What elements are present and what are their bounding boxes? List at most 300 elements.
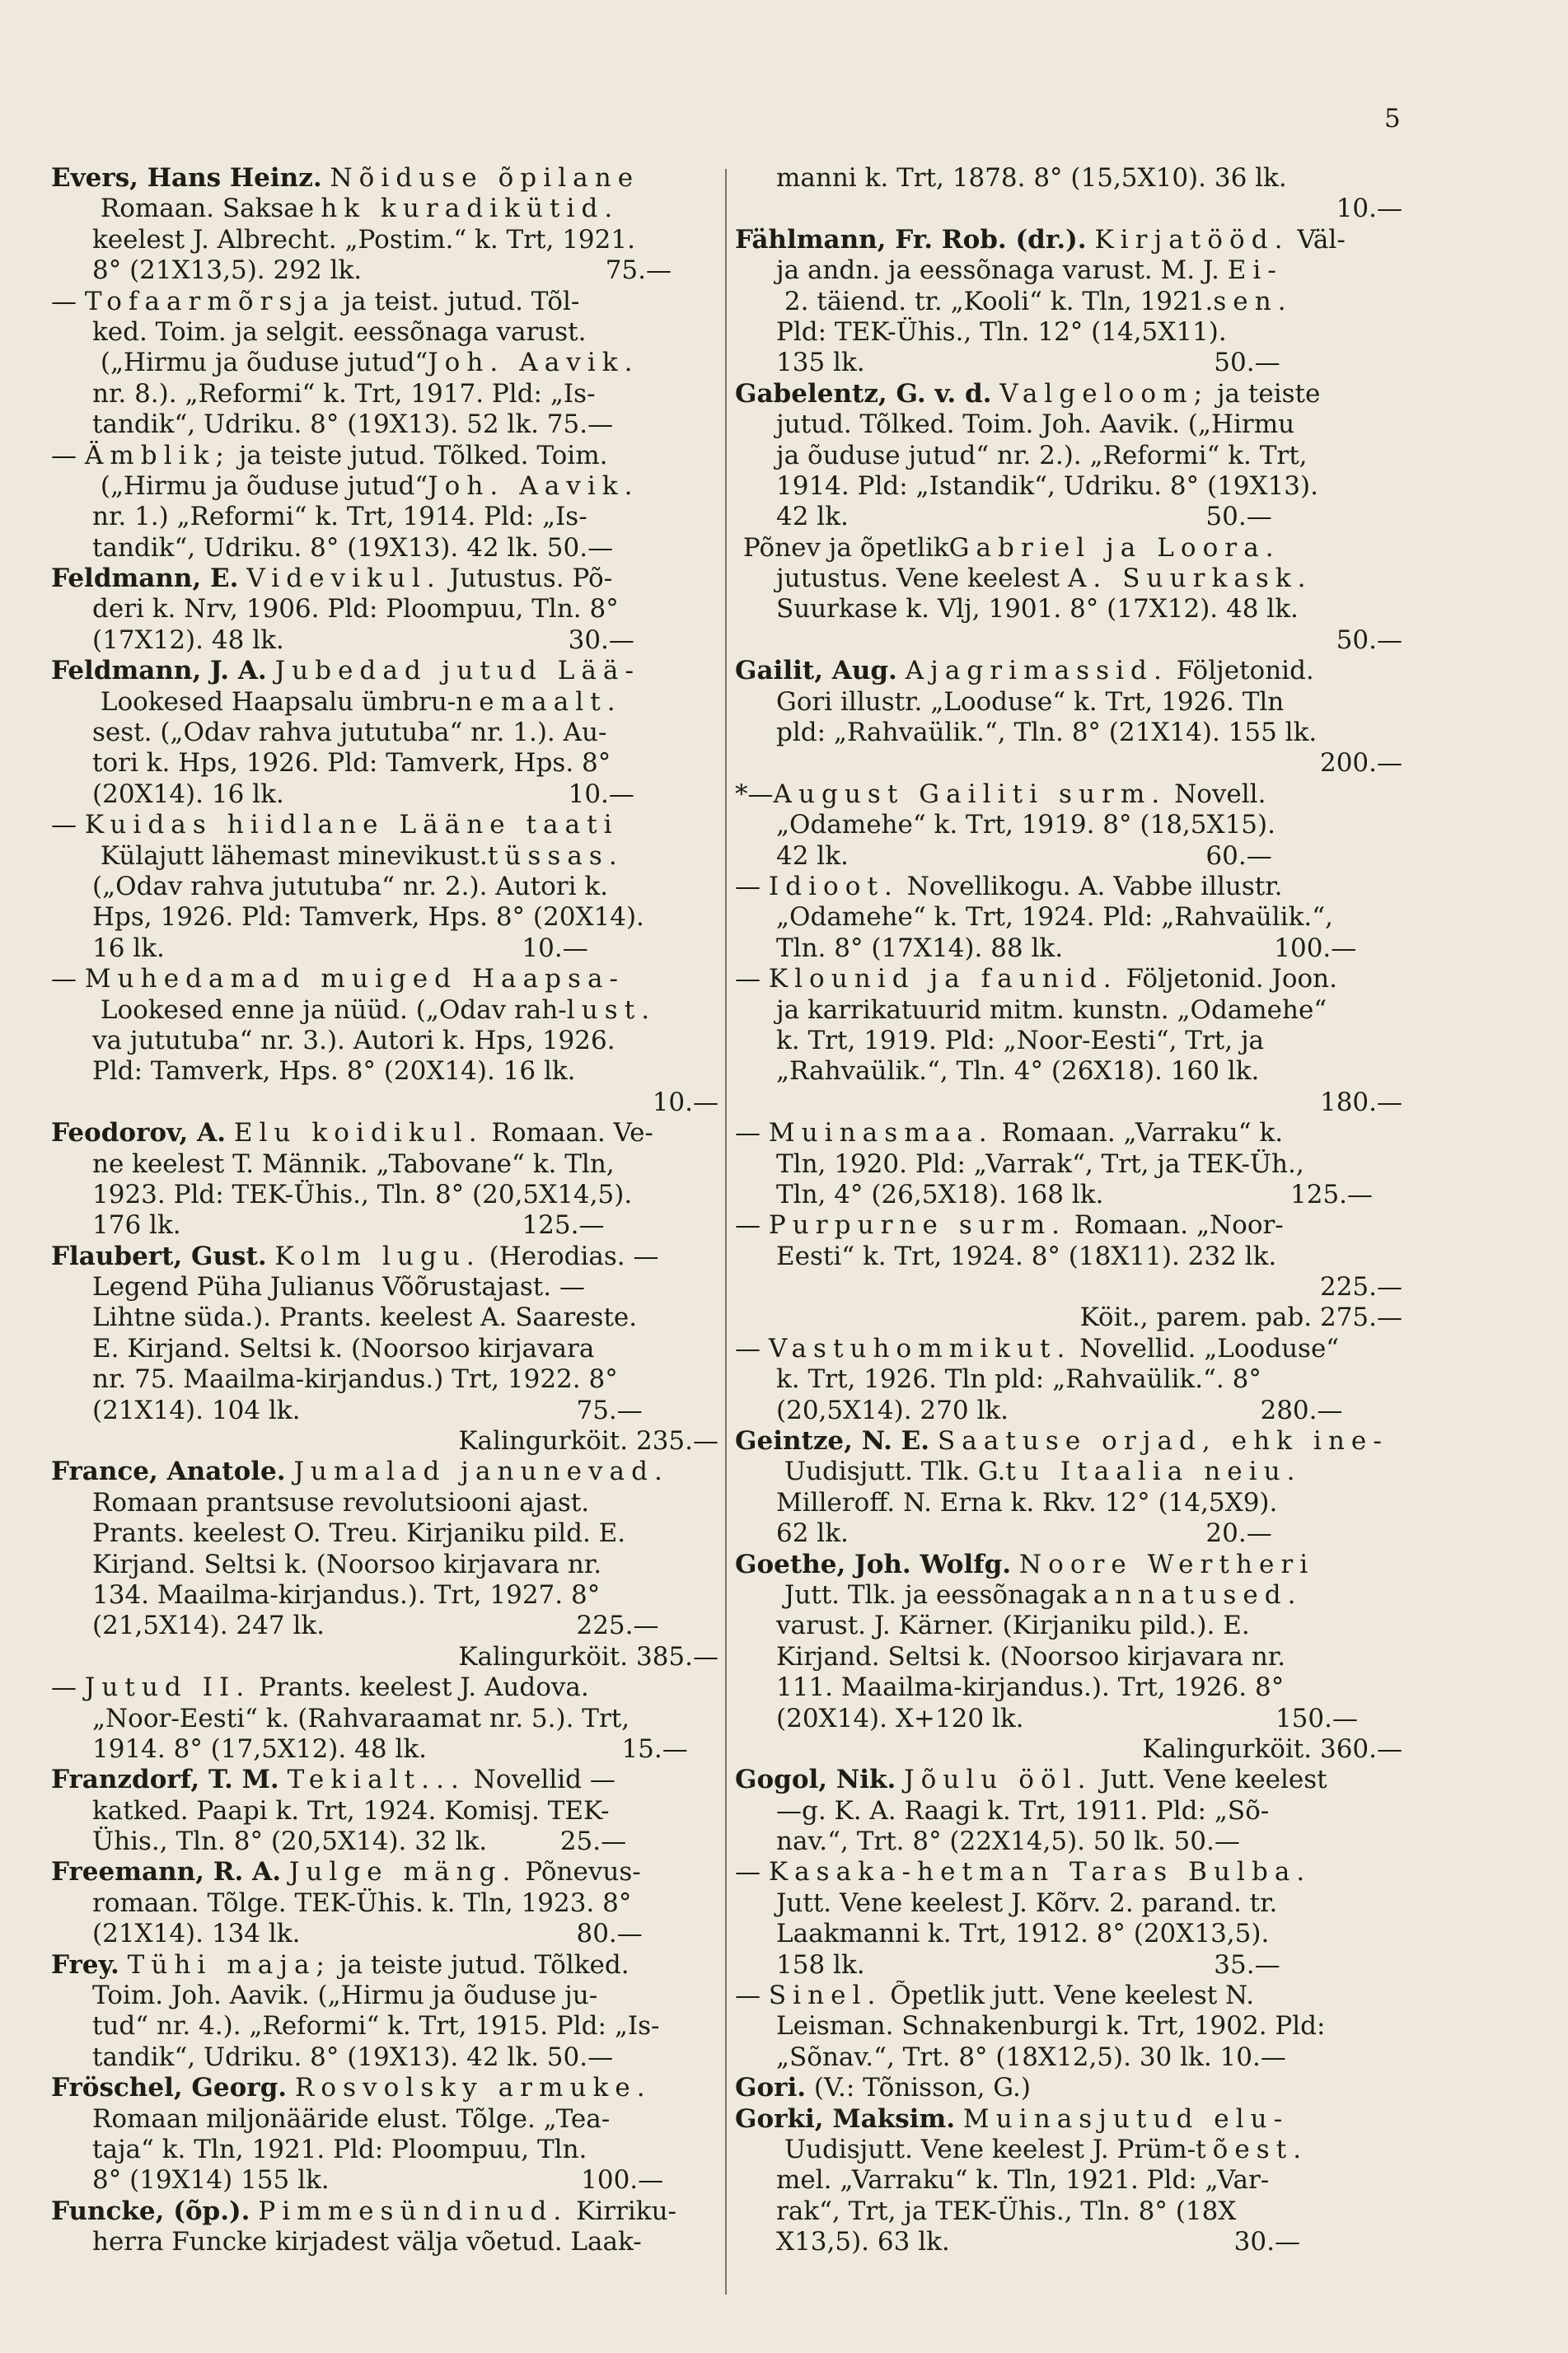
- text-line: [51, 533, 718, 564]
- text-line: [51, 1550, 718, 1580]
- entry-text: (17X12). 48 lk. 30.—: [92, 625, 634, 655]
- entry-text: [897, 656, 906, 685]
- entry-title: Ei-: [1227, 255, 1283, 286]
- entry-author: Gabelentz, G. v. d.: [735, 378, 992, 409]
- text-line: [51, 379, 718, 409]
- entry-text: tandik“, Udriku. 8° (19X13). 42 lk. 50.—: [92, 532, 614, 563]
- entry-text: [279, 1765, 288, 1794]
- text-line: [51, 933, 718, 964]
- text-line: [735, 872, 1402, 902]
- entry-text: pld: „Rahvaülik.“, Tln. 8° (21X14). 155 lk.: [776, 718, 1318, 748]
- entry-text: —: [51, 1672, 85, 1703]
- entry-text: 134. Maailma-kirjandus.). Trt, 1927. 8°: [92, 1579, 601, 1610]
- text-line: [51, 441, 718, 471]
- entry-text: —: [51, 810, 85, 840]
- entry-text: [267, 1242, 275, 1271]
- entry-text: Gori illustr. „Looduse“ k. Trt, 1926. Tln: [776, 686, 1285, 717]
- entry-text: nr. 1.) „Reformi“ k. Trt, 1914. Pld: „Is-: [92, 502, 587, 532]
- text-line: [735, 409, 1402, 440]
- text-line: [51, 594, 718, 625]
- entry-text: [929, 1426, 938, 1456]
- entry-title: Saatuse orjad, ehk ine-: [937, 1426, 1388, 1457]
- entry-text: 10.—: [652, 1087, 718, 1117]
- entry-text: —: [735, 964, 769, 994]
- text-line: [51, 1796, 718, 1827]
- text-line: [735, 1857, 1402, 1888]
- text-line: [51, 1857, 718, 1888]
- entry-text: 200.—: [1319, 748, 1402, 779]
- entry-text: Romaan. Ve-: [483, 1118, 653, 1148]
- entry-author: Feldmann, J. A.: [51, 656, 267, 686]
- text-line: [51, 163, 718, 194]
- entry-text: keelest J. Albrecht. „Postim.“ k. Trt, 1921.: [92, 224, 635, 255]
- text-line: [51, 1765, 718, 1795]
- entry-text: 10.—: [1336, 194, 1402, 224]
- entry-text: (Herodias. —: [480, 1241, 659, 1271]
- text-line: [51, 2011, 718, 2042]
- text-line: [735, 2104, 1402, 2135]
- page-number: 5: [1384, 104, 1401, 133]
- entry-text: Följetonid.: [1168, 656, 1314, 686]
- text-line: [735, 471, 1402, 502]
- entry-text: Romaan. „Noor-: [1066, 1210, 1284, 1241]
- entry-text: 50.—: [1336, 625, 1402, 655]
- text-line: [51, 1026, 718, 1056]
- text-line: [51, 409, 718, 440]
- text-line: [735, 718, 1402, 748]
- entry-title: Kirjatööd.: [1094, 224, 1290, 255]
- entry-text: rak“, Trt, ja TEK-Ühis., Tln. 8° (18X: [776, 2196, 1237, 2226]
- entry-text: ne keelest T. Männik. „Tabovane“ k. Tln,: [92, 1148, 615, 1179]
- entry-text: Põnev ja õpetlik: [735, 532, 949, 563]
- text-line: [735, 810, 1402, 840]
- text-line: [51, 317, 718, 348]
- entry-author: Feldmann, E.: [51, 564, 239, 594]
- text-line: [51, 1672, 718, 1703]
- text-line: [735, 779, 1402, 810]
- entry-text: 1914. 8° (17,5X12). 48 lk. 15.—: [92, 1733, 688, 1764]
- text-line: [51, 1242, 718, 1272]
- entry-title: Jutud II.: [84, 1672, 251, 1703]
- entry-title: Kuidas hiidlane Lääne taati: [84, 810, 619, 840]
- text-line: [51, 810, 718, 840]
- entry-text: —g. K. A. Raagi k. Trt, 1911. Pld: „Sõ-: [776, 1795, 1270, 1826]
- text-line: [51, 1919, 718, 1949]
- entry-text: 158 lk. 35.—: [776, 1949, 1280, 1980]
- entry-text: 176 lk. 125.—: [92, 1210, 605, 1241]
- entry-text: Jutustus. Põ-: [441, 564, 613, 594]
- entry-text: ja karrikatuurid mitm. kunstn. „Odamehe“: [776, 994, 1327, 1025]
- entry-text: Hps, 1926. Pld: Tamverk, Hps. 8° (20X14).: [92, 902, 644, 933]
- text-line: [735, 1457, 1402, 1487]
- text-line: [51, 2165, 718, 2196]
- text-line: [51, 656, 718, 686]
- entry-text: —: [735, 1118, 769, 1148]
- entry-title: A. Suurkask.: [1067, 564, 1313, 594]
- entry-text: Lookesed enne ja nüüd. („Odav rah-: [92, 994, 567, 1025]
- entry-title: Videvikul.: [246, 564, 442, 594]
- text-line: [735, 2165, 1402, 2196]
- entry-text: Jutt. Vene keelest: [1092, 1765, 1327, 1795]
- text-line: [51, 225, 718, 255]
- text-line: [51, 718, 718, 748]
- text-line: [51, 1056, 718, 1087]
- entry-text: taja“ k. Tln, 1921. Pld: Ploompuu, Tln.: [92, 2135, 587, 2164]
- text-line: [51, 1950, 718, 1981]
- entry-text: nr. 75. Maailma-kirjandus.) Trt, 1922. 8°: [92, 1364, 618, 1395]
- entry-text: —: [735, 1333, 769, 1364]
- entry-text: tori k. Hps, 1926. Pld: Tamverk, Hps. 8°: [92, 748, 611, 779]
- entry-text: Tln. 8° (17X14). 88 lk. 100.—: [776, 933, 1357, 963]
- text-line: [735, 748, 1402, 779]
- entry-title: Elu koidikul.: [233, 1118, 484, 1148]
- entry-text: Följetonid. Joon.: [1117, 964, 1338, 994]
- entry-text: ja teiste: [1209, 378, 1321, 409]
- text-line: [735, 255, 1402, 286]
- entry-author: Franzdorf, T. M.: [51, 1765, 279, 1795]
- entry-text: Romaan. Saksa: [92, 194, 299, 224]
- text-line: [735, 348, 1402, 378]
- entry-title: tüssas.: [487, 840, 624, 871]
- entry-text: „Odamehe“ k. Trt, 1924. Pld: „Rahvaülik.“,: [776, 902, 1333, 933]
- entry-text: „Rahvaülik.“, Tln. 4° (26X18). 160 lk.: [776, 1056, 1260, 1087]
- entry-text: nav.“, Trt. 8° (22X14,5). 50 lk. 50.—: [776, 1827, 1240, 1857]
- entry-text: Uudisjutt. Tlk. G.: [776, 1457, 1006, 1487]
- entry-text: 225.—: [1319, 1272, 1402, 1303]
- entry-text: Prants. keelest J. Audova.: [250, 1672, 589, 1703]
- entry-title: Joh. Aavik.: [428, 470, 639, 501]
- text-line: [735, 2042, 1402, 2073]
- entry-author: Gori.: [735, 2073, 807, 2103]
- entry-text: katked. Paapi k. Trt, 1924. Komisj. TEK-: [92, 1795, 610, 1826]
- entry-text: Kirjand. Seltsi k. (Noorsoo kirjavara nr.: [776, 1641, 1286, 1672]
- text-line: [735, 625, 1402, 656]
- text-line: [51, 2196, 718, 2227]
- text-line: [735, 1642, 1402, 1672]
- entry-text: (20,5X14). 270 lk. 280.—: [776, 1395, 1343, 1425]
- entry-text: [955, 2104, 963, 2134]
- text-line: [735, 564, 1402, 594]
- entry-text: Jutt. Vene keelest J. Kõrv. 2. parand. tr.: [776, 1888, 1278, 1918]
- entry-text: va jututuba“ nr. 3.). Autori k. Hps, 1926.: [92, 1025, 615, 1055]
- entry-text: Kirjand. Seltsi k. (Noorsoo kirjavara nr.: [92, 1549, 602, 1579]
- entry-text: („Odav rahva jututuba“ nr. 2.). Autori k.: [92, 871, 608, 901]
- text-line: [51, 287, 718, 317]
- text-line: [735, 379, 1402, 409]
- entry-title: Ämblik;: [84, 440, 231, 470]
- entry-text: (21X14). 104 lk. 75.—: [92, 1395, 643, 1425]
- text-line: [735, 1672, 1402, 1703]
- text-line: [735, 2196, 1402, 2227]
- entry-text: k. Trt, 1926. Tln pld: „Rahvaülik.“. 8°: [776, 1364, 1261, 1395]
- text-line: [51, 1518, 718, 1549]
- text-line: [735, 1149, 1402, 1180]
- entry-title: Valgeloom;: [999, 378, 1210, 409]
- text-line: [51, 1488, 718, 1518]
- entry-text: romaan. Tõlge. TEK-Ühis. k. Tln, 1923. 8°: [92, 1888, 632, 1918]
- entry-title: Gabriel ja Loora.: [948, 532, 1280, 563]
- entry-text: („Hirmu ja õuduse jutud“: [92, 470, 428, 501]
- entry-text: Kalingurköit. 235.—: [458, 1426, 718, 1457]
- entry-text: 16 lk. 10.—: [92, 933, 588, 963]
- text-line: [51, 255, 718, 286]
- text-line: [51, 1149, 718, 1180]
- text-line: [51, 2135, 718, 2165]
- entry-title: Sinel.: [768, 1981, 882, 2011]
- text-line: [735, 1210, 1402, 1241]
- entry-text: [1011, 1550, 1019, 1579]
- entry-text: 8° (21X13,5). 292 lk. 75.—: [92, 255, 672, 286]
- entry-title: ehk kuradikütid.: [298, 194, 620, 224]
- entry-title: Kolm lugu.: [274, 1241, 481, 1271]
- text-line: [735, 1242, 1402, 1272]
- text-line: [51, 1734, 718, 1765]
- entry-text: [287, 2073, 295, 2103]
- entry-text: mel. „Varraku“ k. Tln, 1921. Pld: „Var-: [776, 2165, 1270, 2196]
- column-divider: [725, 169, 727, 2295]
- entry-text: Prants. keelest O. Treu. Kirjaniku pild. E.: [92, 1518, 626, 1549]
- text-line: [51, 194, 718, 224]
- text-line: [735, 194, 1402, 224]
- text-line: [735, 1765, 1402, 1795]
- entry-text: [238, 564, 246, 593]
- entry-text: —: [735, 871, 769, 901]
- text-line: [51, 1180, 718, 1210]
- entry-text: 62 lk. 20.—: [776, 1518, 1272, 1549]
- entry-text: (21,5X14). 247 lk. 225.—: [92, 1611, 659, 1641]
- text-line: [735, 902, 1402, 933]
- entry-text: tud“ nr. 4.). „Reformi“ k. Trt, 1915. Pld: „Is-: [92, 2011, 660, 2042]
- text-line: [51, 1704, 718, 1734]
- entry-text: Kalingurköit. 385.—: [458, 1641, 718, 1672]
- text-line: [51, 1642, 718, 1672]
- text-line: [735, 1180, 1402, 1210]
- entry-text: 42 lk. 60.—: [776, 840, 1272, 871]
- text-line: [51, 1611, 718, 1641]
- entry-author: France, Anatole.: [51, 1457, 286, 1487]
- text-line: [735, 2011, 1402, 2042]
- entry-text: Romaan. „Varraku“ k.: [993, 1118, 1284, 1148]
- text-line: [735, 1334, 1402, 1364]
- text-line: [51, 841, 718, 872]
- entry-text: Novell.: [1166, 779, 1266, 809]
- entry-text: Romaan miljonääride elust. Tõlge. „Tea-: [92, 2103, 611, 2134]
- entry-text: nr. 8.). „Reformi“ k. Trt, 1917. Pld: „Is-: [92, 378, 596, 409]
- entry-author: Goethe, Joh. Wolfg.: [735, 1549, 1012, 1579]
- entry-text: [322, 163, 330, 193]
- entry-text: —: [735, 1857, 769, 1888]
- entry-text: Pld: TEK-Ühis., Tln. 12° (14,5X11).: [776, 316, 1227, 347]
- entry-text: [281, 1857, 289, 1887]
- entry-text: ja teist. jutud. Tõl-: [335, 286, 580, 316]
- entry-text: Uudisjutt. Vene keelest J. Prüm-: [776, 2135, 1196, 2164]
- entry-text: Tln, 1920. Pld: „Varrak“, Trt, ja TEK-Üh.,: [776, 1148, 1304, 1179]
- entry-text: manni k. Trt, 1878. 8° (15,5X10). 36 lk.: [776, 163, 1287, 193]
- entry-text: [1087, 225, 1095, 255]
- text-line: [735, 933, 1402, 964]
- text-line: [735, 1950, 1402, 1981]
- text-line: [735, 1396, 1402, 1426]
- entry-title: Idioot.: [768, 871, 899, 901]
- entry-title: Rosvolsky armuke.: [294, 2073, 652, 2103]
- entry-text: „Sõnav.“, Trt. 8° (18X12,5). 30 lk. 10.—: [776, 2042, 1286, 2072]
- entry-text: 2. täiend. tr. „Kooli“ k. Tln, 1921.: [776, 286, 1214, 316]
- text-line: [735, 1981, 1402, 2011]
- text-line: [735, 1550, 1402, 1580]
- text-line: [51, 2227, 718, 2257]
- entry-title: Jõulu ööl.: [904, 1765, 1093, 1795]
- text-line: [51, 1580, 718, 1611]
- text-line: [51, 1272, 718, 1303]
- entry-title: Jumalad janunevad.: [293, 1457, 669, 1487]
- entry-text: Novellikogu. A. Vabbe illustr.: [898, 871, 1283, 901]
- entry-text: ja teiste jutud. Tõlked.: [331, 1949, 630, 1980]
- entry-author: Frey.: [51, 1949, 119, 1980]
- entry-text: Põnevus-: [517, 1857, 641, 1888]
- entry-title: Muinasjutud elu-: [962, 2103, 1290, 2134]
- text-line: [735, 1518, 1402, 1549]
- entry-text: Leisman. Schnakenburgi k. Trt, 1902. Pld:: [776, 2011, 1326, 2042]
- entry-text: Kirriku-: [568, 2196, 677, 2226]
- text-line: [51, 2104, 718, 2135]
- entry-text: [896, 1765, 904, 1794]
- text-line: [735, 441, 1402, 471]
- text-line: [51, 1981, 718, 2011]
- entry-text: Lihtne süda.). Prants. keelest A. Saareste.: [92, 1303, 638, 1333]
- entry-text: 111. Maailma-kirjandus.). Trt, 1926. 8°: [776, 1672, 1285, 1703]
- text-line: [735, 995, 1402, 1026]
- text-line: [51, 1118, 718, 1148]
- entry-title: Purpurne surm.: [768, 1210, 1067, 1241]
- text-line: [51, 964, 718, 994]
- entry-text: (V.: Tõnisson, G.): [806, 2073, 1031, 2103]
- entry-text: ja õuduse jutud“ nr. 2.). „Reformi“ k. Trt,: [776, 440, 1308, 470]
- entry-text: [226, 1118, 234, 1148]
- text-line: [51, 564, 718, 594]
- entry-title: lust.: [566, 994, 657, 1025]
- entry-text: Külajutt lähemast minevikust.: [92, 840, 488, 871]
- text-line: [735, 1611, 1402, 1641]
- entry-text: deri k. Nrv, 1906. Pld: Ploompuu, Tln. 8°: [92, 594, 619, 625]
- text-line: [51, 471, 718, 502]
- text-line: [735, 1919, 1402, 1949]
- entry-title: Noore Wertheri: [1018, 1549, 1315, 1579]
- text-line: [735, 533, 1402, 564]
- text-line: [735, 1272, 1402, 1303]
- text-line: [735, 1364, 1402, 1395]
- entry-text: E. Kirjand. Seltsi k. (Noorsoo kirjavara: [92, 1333, 595, 1364]
- text-line: [735, 1796, 1402, 1827]
- text-line: [735, 1056, 1402, 1087]
- text-line: [735, 225, 1402, 255]
- entry-author: Evers, Hans Heinz.: [51, 163, 322, 193]
- entry-title: Nõiduse õpilane: [330, 163, 640, 193]
- entry-author: Feodorov, A.: [51, 1118, 226, 1148]
- text-line: [735, 1026, 1402, 1056]
- entry-title: Tofaarmõrsja: [84, 286, 335, 316]
- text-line: [735, 1488, 1402, 1518]
- entry-text: Suurkase k. Vlj, 1901. 8° (17X12). 48 lk.: [776, 594, 1299, 625]
- entry-text: 1914. Pld: „Istandik“, Udriku. 8° (19X13).: [776, 470, 1318, 501]
- entry-title: Kasaka-hetman Taras Bulba.: [768, 1857, 1312, 1888]
- entry-text: Pld: Tamverk, Hps. 8° (20X14). 16 lk.: [92, 1056, 576, 1087]
- entry-title: Tekialt...: [287, 1765, 466, 1795]
- entry-text: (20X14). X+120 lk. 150.—: [776, 1703, 1358, 1733]
- entry-author: Gorki, Maksim.: [735, 2103, 956, 2134]
- entry-text: 180.—: [1319, 1087, 1402, 1117]
- entry-text: Laakmanni k. Trt, 1912. 8° (20X13,5).: [776, 1919, 1270, 1949]
- text-line: [51, 2042, 718, 2073]
- text-line: [51, 1827, 718, 1857]
- entry-title: kannatused.: [1070, 1579, 1303, 1610]
- text-line: [51, 1888, 718, 1919]
- text-line: [735, 656, 1402, 686]
- entry-text: ja teiste jutud. Tõlked. Toim.: [230, 440, 608, 470]
- text-line: [735, 1734, 1402, 1765]
- entry-text: ked. Toim. ja selgit. eessõnaga varust.: [92, 316, 587, 347]
- text-line: [735, 1426, 1402, 1457]
- entry-text: [250, 2196, 258, 2226]
- entry-text: [267, 656, 275, 685]
- text-line: [51, 1334, 718, 1364]
- entry-text: tandik“, Udriku. 8° (19X13). 52 lk. 75.—: [92, 409, 614, 440]
- entry-text: Jutt. Tlk. ja eessõnaga: [776, 1579, 1071, 1610]
- entry-title: Jubedad jutud Lää-: [274, 656, 641, 686]
- text-line: [735, 687, 1402, 718]
- text-line: [735, 2135, 1402, 2165]
- entry-title: Ajagrimassid.: [905, 656, 1168, 686]
- text-line: [735, 964, 1402, 994]
- entry-text: —: [51, 964, 85, 994]
- entry-title: Joh. Aavik.: [428, 348, 639, 378]
- text-line: [51, 1396, 718, 1426]
- entry-author: Flaubert, Gust.: [51, 1241, 267, 1271]
- entry-text: (21X14). 134 lk. 80.—: [92, 1919, 643, 1949]
- entry-text: Legend Püha Julianus Võõrustajast. —: [92, 1272, 585, 1303]
- entry-text: Milleroff. N. Erna k. Rkv. 12° (14,5X9).: [776, 1487, 1278, 1518]
- entry-text: Köit., parem. pab. 275.—: [1079, 1303, 1402, 1333]
- text-line: [51, 872, 718, 902]
- entry-text: Toim. Joh. Aavik. („Hirmu ja õuduse ju-: [92, 1981, 598, 2011]
- text-line: [51, 1210, 718, 1241]
- entry-title: Klounid ja faunid.: [768, 964, 1118, 994]
- text-line: [735, 594, 1402, 625]
- entry-title: nemaalt.: [456, 686, 622, 717]
- entry-title: Julge mäng.: [288, 1857, 517, 1888]
- right-column: [735, 163, 1402, 2258]
- text-line: [735, 2073, 1402, 2103]
- text-line: [735, 1088, 1402, 1118]
- entry-text: Väl-: [1289, 224, 1346, 255]
- entry-text: —: [51, 286, 85, 316]
- entry-text: varust. J. Kärner. (Kirjaniku pild.). E.: [776, 1611, 1250, 1641]
- text-line: [51, 348, 718, 378]
- entry-text: 42 lk. 50.—: [776, 502, 1272, 532]
- entry-text: k. Trt, 1919. Pld: „Noor-Eesti“, Trt, ja: [776, 1025, 1265, 1055]
- entry-title: Muhedamad muiged Haapsa-: [84, 964, 625, 994]
- entry-author: Freemann, R. A.: [51, 1857, 281, 1888]
- entry-text: [286, 1457, 294, 1486]
- text-line: [735, 502, 1402, 532]
- entry-text: Novellid. „Looduse“: [1071, 1333, 1340, 1364]
- text-line: [51, 995, 718, 1026]
- entry-author: Fröschel, Georg.: [51, 2073, 288, 2103]
- entry-text: [991, 379, 999, 409]
- entry-text: —: [735, 1981, 769, 2011]
- text-line: [735, 1704, 1402, 1734]
- entry-text: Kalingurköit. 360.—: [1142, 1733, 1402, 1764]
- entry-title: Pimmesündinud.: [258, 2196, 569, 2226]
